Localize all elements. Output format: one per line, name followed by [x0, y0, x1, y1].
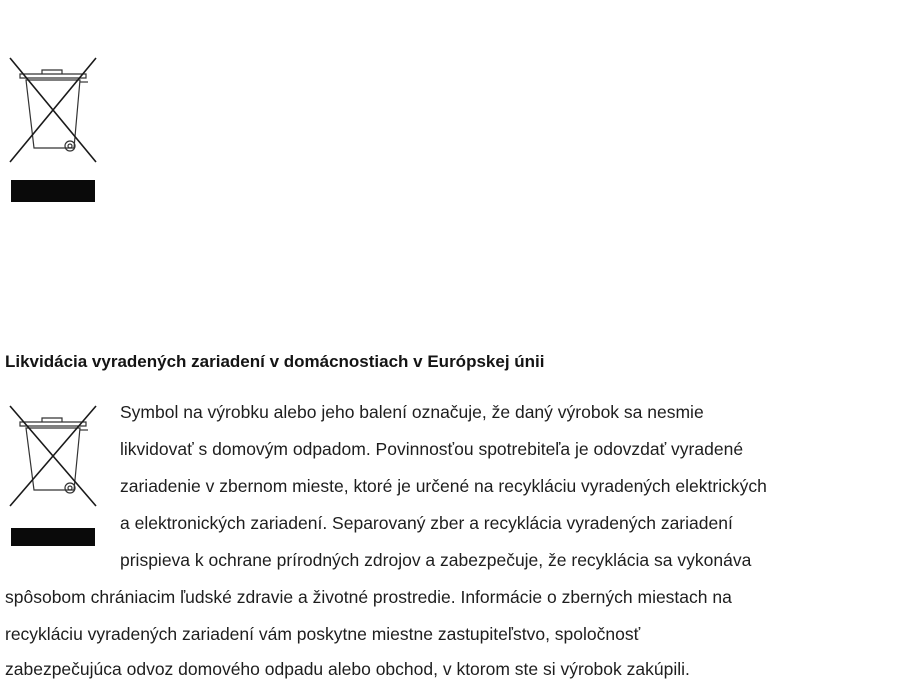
body-text-line: zariadenie v zbernom mieste, ktoré je určené na recykláciu vyradených elektrických: [120, 476, 767, 496]
body-text-line: prispieva k ochrane prírodných zdrojov a zabezpečuje, že recyklácia sa vykonáva: [120, 550, 752, 570]
crossed-out-wheelie-bin-icon: [6, 52, 100, 206]
section-heading: Likvidácia vyradených zariadení v domácnostiach v Európskej únii: [5, 352, 545, 371]
crossed-out-wheelie-bin-icon: [6, 402, 100, 548]
body-text-line: zabezpečujúca odvoz domového odpadu alebo obchod, v ktorom ste si výrobok zakúpili.: [5, 659, 690, 679]
body-text-line: recykláciu vyradených zariadení vám poskytne miestne zastupiteľstvo, spoločnosť: [5, 624, 641, 644]
body-text-line: a elektronických zariadení. Separovaný zber a recyklácia vyradených zariadení: [120, 513, 733, 533]
body-text-line: spôsobom chrániacim ľudské zdravie a životné prostredie. Informácie o zberných miestach na: [5, 587, 732, 607]
body-text-line: Symbol na výrobku alebo jeho balení označuje, že daný výrobok sa nesmie: [120, 402, 704, 422]
body-text-line: likvidovať s domovým odpadom. Povinnosťou spotrebiteľa je odovzdať vyradené: [120, 439, 744, 459]
